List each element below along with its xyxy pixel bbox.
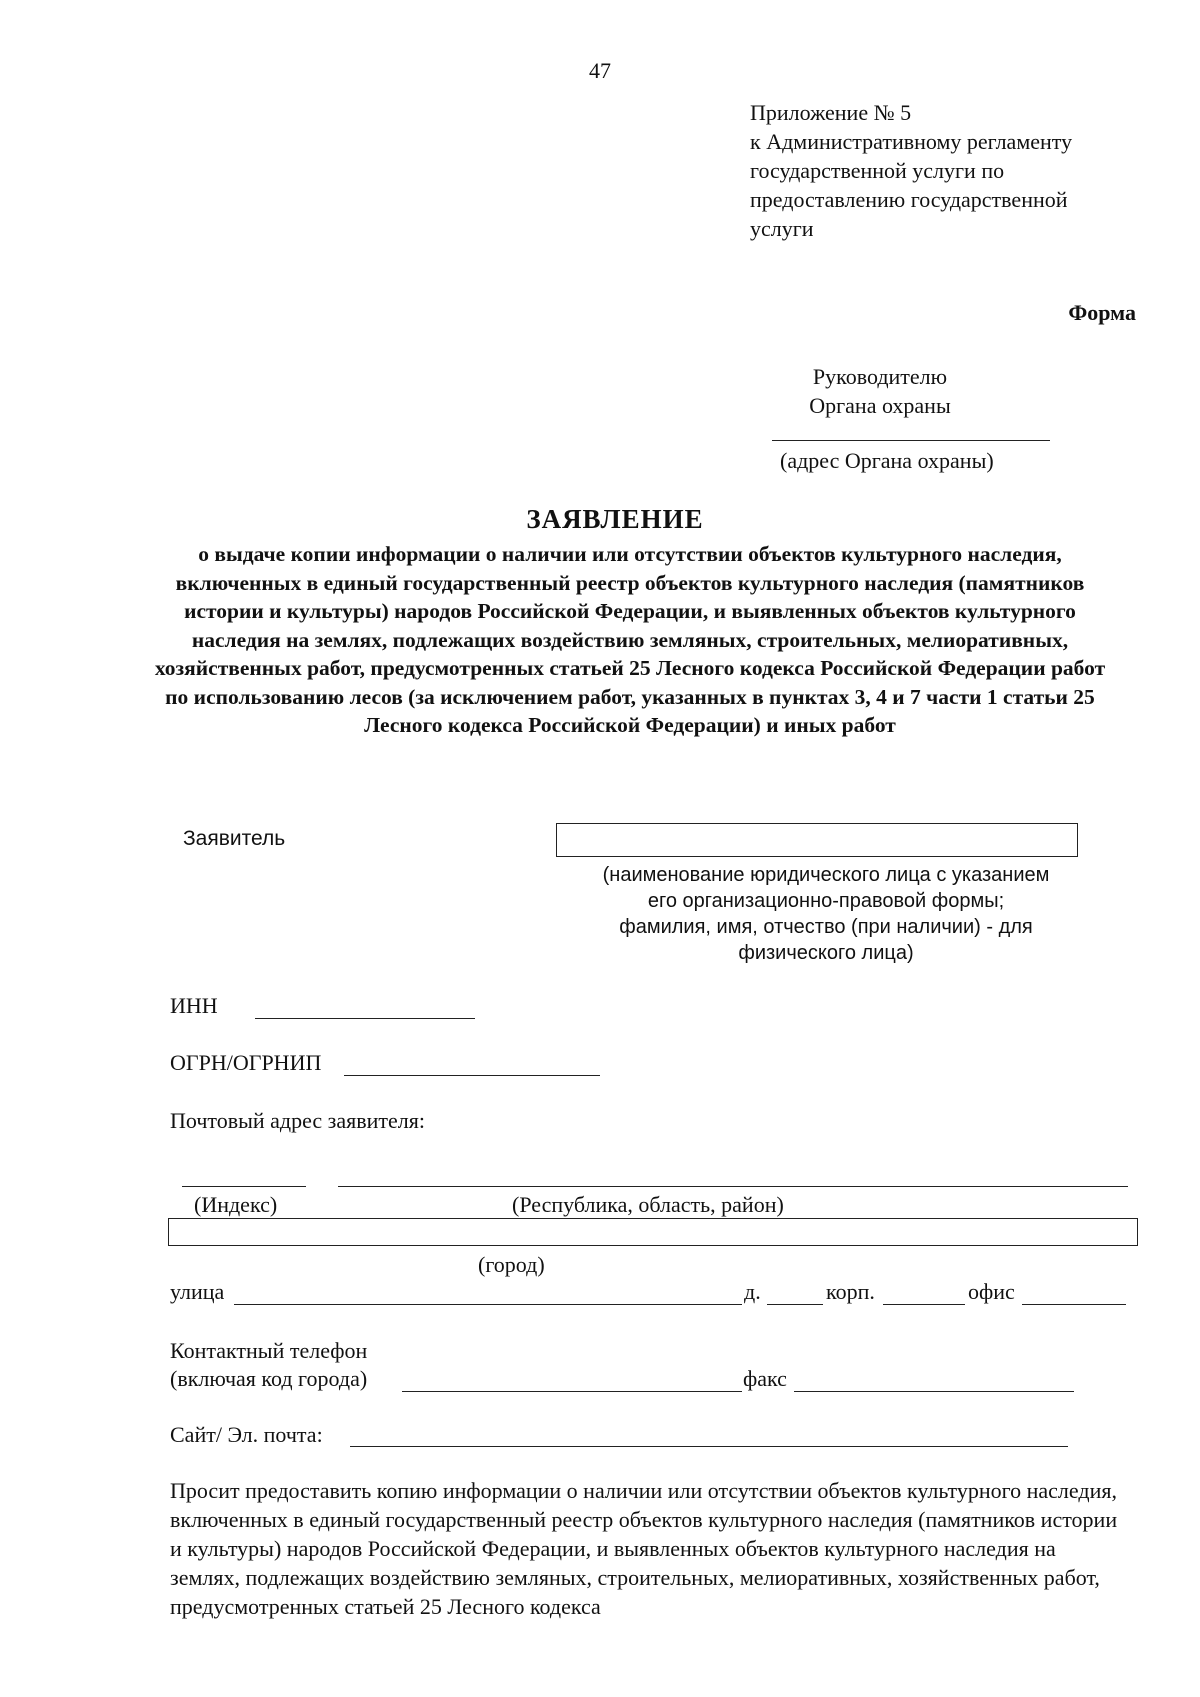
appendix-line: к Административному регламенту bbox=[750, 129, 1073, 154]
appendix-line: государственной услуги по bbox=[750, 158, 1005, 183]
applicant-caption-line: физического лица) bbox=[738, 942, 914, 964]
site-email-label: Сайт/ Эл. почта: bbox=[170, 1422, 323, 1447]
applicant-caption-line: его организационно-правовой формы; bbox=[647, 890, 1005, 912]
addressee-address-line[interactable] bbox=[772, 440, 1050, 441]
building-field[interactable] bbox=[883, 1304, 965, 1305]
appendix-line: услуги bbox=[750, 216, 814, 241]
ogrn-field[interactable] bbox=[344, 1075, 600, 1076]
inn-field[interactable] bbox=[255, 1018, 475, 1019]
phone-field[interactable] bbox=[402, 1391, 742, 1392]
form-label: Форма bbox=[1068, 300, 1136, 325]
postal-city-field[interactable] bbox=[168, 1218, 1138, 1246]
postal-region-field[interactable] bbox=[338, 1186, 1128, 1187]
appendix-line: предоставлению государственной bbox=[750, 187, 1068, 212]
request-paragraph: Просит предоставить копию информации о наличии или отсутствии объектов культурного наследия, включенных в единый государственный реестр объектов культурного наследия (памятников истории и культуры) народов Российской Федерации, и выявленных объектов культурного наследия на землях, подлежащих воздействию земляных, строительных, мелиоративных, хозяйственных работ, предусмотренных статьей 25 Лесного кодекса bbox=[170, 1478, 1118, 1619]
fax-field[interactable] bbox=[794, 1391, 1074, 1392]
postal-city-caption: (город) bbox=[478, 1252, 545, 1277]
applicant-caption bbox=[556, 862, 1096, 966]
document-subtitle: о выдаче копии информации о наличии или отсутствии объектов культурного наследия, включенных в единый государственный реестр объектов культурного наследия (памятников истории и культуры) народов Российской Федерации, и выявленных объектов культурного наследия на землях, подлежащих воздействию земляных, строительных, мелиоративных, хозяйственных работ, предусмотренных статьей 25 Лесного кодекса Российской Федерации работ по использованию лесов (за исключением работ, указанных в пунктах 3, 4 и 7 части 1 статьи 25 Лесного кодекса Российской Федерации) и иных работ bbox=[154, 542, 1106, 737]
postal-index-field[interactable] bbox=[182, 1186, 306, 1187]
office-field[interactable] bbox=[1022, 1304, 1126, 1305]
site-email-field[interactable] bbox=[350, 1446, 1068, 1447]
appendix-line: Приложение № 5 bbox=[750, 100, 912, 125]
street-label: улица bbox=[170, 1279, 225, 1304]
document-title: ЗАЯВЛЕНИЕ bbox=[526, 504, 704, 534]
fax-label: факс bbox=[743, 1366, 787, 1391]
office-label: офис bbox=[968, 1279, 1015, 1304]
postal-region-caption: (Республика, область, район) bbox=[512, 1192, 784, 1217]
street-field[interactable] bbox=[234, 1304, 742, 1305]
building-label: корп. bbox=[826, 1279, 875, 1304]
addressee-block bbox=[780, 362, 980, 420]
applicant-caption-line: фамилия, имя, отчество (при наличии) - для bbox=[619, 916, 1033, 938]
addressee-line: Руководителю bbox=[812, 364, 948, 389]
postal-index-caption: (Индекс) bbox=[194, 1192, 278, 1217]
applicant-caption-line: (наименование юридического лица с указанием bbox=[602, 864, 1050, 886]
addressee-line: Органа охраны bbox=[809, 393, 951, 418]
inn-label: ИНН bbox=[170, 993, 218, 1018]
house-field[interactable] bbox=[767, 1304, 823, 1305]
appendix-header bbox=[750, 98, 1072, 243]
applicant-label: Заявитель bbox=[183, 827, 286, 850]
ogrn-label: ОГРН/ОГРНИП bbox=[170, 1050, 322, 1075]
addressee-address-caption: (адрес Органа охраны) bbox=[780, 448, 994, 473]
page-number: 47 bbox=[589, 58, 611, 83]
applicant-name-field[interactable] bbox=[556, 823, 1078, 857]
postal-address-label: Почтовый адрес заявителя: bbox=[170, 1108, 426, 1133]
house-label: д. bbox=[744, 1279, 761, 1304]
phone-label-line1: Контактный телефон bbox=[170, 1338, 368, 1363]
phone-label-line2: (включая код города) bbox=[170, 1366, 368, 1391]
